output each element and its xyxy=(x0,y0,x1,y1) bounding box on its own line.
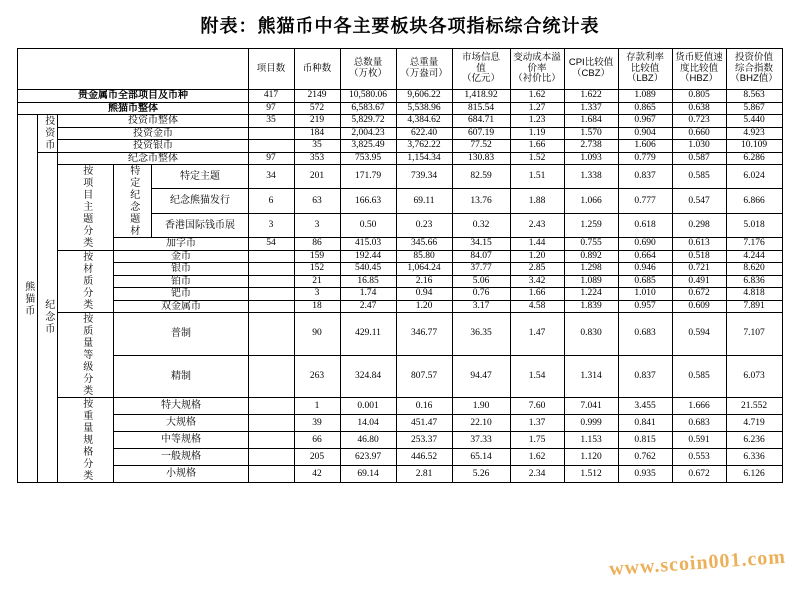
cell-total-weight: 253.37 xyxy=(396,432,452,449)
group-label-by-material: 按材质分类 xyxy=(58,250,114,313)
row-label: 金币 xyxy=(114,250,248,263)
cell-variable-cost-premium: 1.75 xyxy=(510,432,564,449)
cell-variable-cost-premium: 2.85 xyxy=(510,263,564,276)
cell-variable-cost-premium: 1.37 xyxy=(510,415,564,432)
col-header-item-count: 项目数 xyxy=(248,49,294,90)
row-label: 纪念熊猫发行 xyxy=(152,189,248,213)
cell-variable-cost-premium: 1.23 xyxy=(510,115,564,128)
cell-deposit-rate-comparison: 0.618 xyxy=(618,213,672,237)
cell-currency-depreciation: 0.587 xyxy=(672,152,726,165)
cell-total-weight: 85.80 xyxy=(396,250,452,263)
cell-investment-index: 7.176 xyxy=(726,238,782,251)
cell-currency-depreciation: 0.638 xyxy=(672,102,726,115)
col-header-coin-type-count: 币种数 xyxy=(294,49,340,90)
cell-total-quantity: 324.84 xyxy=(340,355,396,398)
cell-variable-cost-premium: 1.66 xyxy=(510,288,564,301)
cell-cpi-comparison: 1.259 xyxy=(564,213,618,237)
cell-market-info-value: 3.17 xyxy=(452,300,510,313)
cell-variable-cost-premium: 1.51 xyxy=(510,165,564,189)
cell-deposit-rate-comparison: 0.967 xyxy=(618,115,672,128)
cell-total-weight: 5,538.96 xyxy=(396,102,452,115)
cell-investment-index: 6.836 xyxy=(726,275,782,288)
table-row xyxy=(18,313,782,356)
col-header-investment-value-index: 投资价值 综合指数 （BHZ值） xyxy=(726,49,782,90)
row-label: 加字币 xyxy=(114,238,248,251)
row-label: 贵金属币全部项目及币种 xyxy=(18,90,248,103)
cell-market-info-value: 82.59 xyxy=(452,165,510,189)
cell-item-count xyxy=(248,140,294,153)
cell-variable-cost-premium: 1.44 xyxy=(510,238,564,251)
cell-variable-cost-premium: 2.34 xyxy=(510,466,564,483)
cell-market-info-value: 684.71 xyxy=(452,115,510,128)
table-row xyxy=(18,165,782,189)
table-row xyxy=(18,398,782,415)
cell-total-weight: 0.23 xyxy=(396,213,452,237)
table-row xyxy=(18,466,782,483)
cell-cpi-comparison: 2.738 xyxy=(564,140,618,153)
cell-total-weight: 1,064.24 xyxy=(396,263,452,276)
cell-total-weight: 739.34 xyxy=(396,165,452,189)
table-row xyxy=(18,250,782,263)
cell-investment-index: 5.867 xyxy=(726,102,782,115)
cell-item-count: 97 xyxy=(248,102,294,115)
group-label-commemorative-coin: 纪念币 xyxy=(38,152,58,483)
col-header-deposit-rate-comparison: 存款利率 比较值 （LBZ） xyxy=(618,49,672,90)
cell-total-weight: 346.77 xyxy=(396,313,452,356)
cell-total-weight: 4,384.62 xyxy=(396,115,452,128)
cell-total-quantity: 415.03 xyxy=(340,238,396,251)
cell-investment-index: 4.719 xyxy=(726,415,782,432)
cell-variable-cost-premium: 1.66 xyxy=(510,140,564,153)
table-row xyxy=(18,90,782,103)
cell-total-quantity: 0.001 xyxy=(340,398,396,415)
cell-item-count: 97 xyxy=(248,152,294,165)
cell-total-weight: 1,154.34 xyxy=(396,152,452,165)
cell-currency-depreciation: 0.683 xyxy=(672,415,726,432)
cell-total-quantity: 2.47 xyxy=(340,300,396,313)
cell-total-quantity: 5,829.72 xyxy=(340,115,396,128)
cell-currency-depreciation: 0.585 xyxy=(672,165,726,189)
cell-variable-cost-premium: 1.54 xyxy=(510,355,564,398)
cell-deposit-rate-comparison: 0.946 xyxy=(618,263,672,276)
cell-currency-depreciation: 0.672 xyxy=(672,466,726,483)
cell-coin-type-count: 184 xyxy=(294,127,340,140)
cell-coin-type-count: 39 xyxy=(294,415,340,432)
cell-item-count xyxy=(248,300,294,313)
cell-market-info-value: 84.07 xyxy=(452,250,510,263)
cell-deposit-rate-comparison: 0.935 xyxy=(618,466,672,483)
cell-deposit-rate-comparison: 0.685 xyxy=(618,275,672,288)
cell-investment-index: 5.440 xyxy=(726,115,782,128)
cell-cpi-comparison: 1.224 xyxy=(564,288,618,301)
cell-investment-index: 6.126 xyxy=(726,466,782,483)
cell-deposit-rate-comparison: 1.606 xyxy=(618,140,672,153)
cell-investment-index: 7.891 xyxy=(726,300,782,313)
cell-investment-index: 10.109 xyxy=(726,140,782,153)
cell-item-count xyxy=(248,313,294,356)
table-row xyxy=(18,449,782,466)
cell-item-count xyxy=(248,263,294,276)
row-label: 铂币 xyxy=(114,275,248,288)
cell-item-count xyxy=(248,250,294,263)
cell-cpi-comparison: 1.684 xyxy=(564,115,618,128)
col-header-variable-cost-premium: 变动成本溢 价率 （衬价比） xyxy=(510,49,564,90)
table-row xyxy=(18,415,782,432)
row-label: 投资金币 xyxy=(58,127,248,140)
cell-total-quantity: 429.11 xyxy=(340,313,396,356)
cell-currency-depreciation: 0.553 xyxy=(672,449,726,466)
cell-variable-cost-premium: 7.60 xyxy=(510,398,564,415)
col-header-total-weight: 总重量 （万盎司） xyxy=(396,49,452,90)
cell-total-weight: 3,762.22 xyxy=(396,140,452,153)
cell-variable-cost-premium: 1.19 xyxy=(510,127,564,140)
cell-deposit-rate-comparison: 0.904 xyxy=(618,127,672,140)
cell-total-weight: 807.57 xyxy=(396,355,452,398)
table-row xyxy=(18,127,782,140)
cell-deposit-rate-comparison: 0.690 xyxy=(618,238,672,251)
cell-total-weight: 446.52 xyxy=(396,449,452,466)
group-label-by-quality: 按质量等级分类 xyxy=(58,313,114,398)
cell-market-info-value: 5.06 xyxy=(452,275,510,288)
cell-market-info-value: 94.47 xyxy=(452,355,510,398)
cell-variable-cost-premium: 2.43 xyxy=(510,213,564,237)
cell-cpi-comparison: 1.089 xyxy=(564,275,618,288)
cell-total-quantity: 0.50 xyxy=(340,213,396,237)
cell-investment-index: 6.286 xyxy=(726,152,782,165)
cell-coin-type-count: 572 xyxy=(294,102,340,115)
row-label: 银币 xyxy=(114,263,248,276)
cell-total-quantity: 166.63 xyxy=(340,189,396,213)
table-row xyxy=(18,300,782,313)
cell-investment-index: 8.563 xyxy=(726,90,782,103)
cell-deposit-rate-comparison: 0.957 xyxy=(618,300,672,313)
cell-currency-depreciation: 0.518 xyxy=(672,250,726,263)
cell-deposit-rate-comparison: 0.664 xyxy=(618,250,672,263)
cell-variable-cost-premium: 1.20 xyxy=(510,250,564,263)
cell-item-count: 54 xyxy=(248,238,294,251)
cell-market-info-value: 34.15 xyxy=(452,238,510,251)
cell-coin-type-count: 90 xyxy=(294,313,340,356)
cell-market-info-value: 5.26 xyxy=(452,466,510,483)
col-header-total-quantity: 总数量 （万枚） xyxy=(340,49,396,90)
statistics-table xyxy=(17,48,782,483)
cell-cpi-comparison: 0.892 xyxy=(564,250,618,263)
cell-market-info-value: 0.76 xyxy=(452,288,510,301)
cell-deposit-rate-comparison: 0.837 xyxy=(618,355,672,398)
cell-item-count xyxy=(248,449,294,466)
cell-total-quantity: 623.97 xyxy=(340,449,396,466)
cell-deposit-rate-comparison: 0.777 xyxy=(618,189,672,213)
cell-total-quantity: 14.04 xyxy=(340,415,396,432)
cell-market-info-value: 22.10 xyxy=(452,415,510,432)
cell-market-info-value: 37.33 xyxy=(452,432,510,449)
cell-deposit-rate-comparison: 0.683 xyxy=(618,313,672,356)
table-row xyxy=(18,152,782,165)
cell-currency-depreciation: 0.723 xyxy=(672,115,726,128)
watermark: www.scoin001.com xyxy=(608,545,787,581)
cell-total-weight: 2.81 xyxy=(396,466,452,483)
cell-coin-type-count: 159 xyxy=(294,250,340,263)
cell-total-quantity: 540.45 xyxy=(340,263,396,276)
cell-total-quantity: 69.14 xyxy=(340,466,396,483)
cell-cpi-comparison: 1.153 xyxy=(564,432,618,449)
row-label: 中等规格 xyxy=(114,432,248,449)
cell-total-quantity: 3,825.49 xyxy=(340,140,396,153)
cell-currency-depreciation: 1.666 xyxy=(672,398,726,415)
cell-currency-depreciation: 0.298 xyxy=(672,213,726,237)
table-row xyxy=(18,238,782,251)
cell-deposit-rate-comparison: 1.089 xyxy=(618,90,672,103)
row-label: 精制 xyxy=(114,355,248,398)
cell-cpi-comparison: 1.338 xyxy=(564,165,618,189)
cell-market-info-value: 36.35 xyxy=(452,313,510,356)
cell-total-weight: 0.16 xyxy=(396,398,452,415)
cell-cpi-comparison: 1.512 xyxy=(564,466,618,483)
cell-coin-type-count: 18 xyxy=(294,300,340,313)
cell-investment-index: 5.018 xyxy=(726,213,782,237)
cell-total-weight: 69.11 xyxy=(396,189,452,213)
cell-currency-depreciation: 0.805 xyxy=(672,90,726,103)
cell-deposit-rate-comparison: 0.841 xyxy=(618,415,672,432)
row-label: 特大规格 xyxy=(114,398,248,415)
cell-total-weight: 451.47 xyxy=(396,415,452,432)
row-label: 小规格 xyxy=(114,466,248,483)
header-corner xyxy=(18,49,248,90)
cell-deposit-rate-comparison: 0.762 xyxy=(618,449,672,466)
cell-coin-type-count: 21 xyxy=(294,275,340,288)
cell-cpi-comparison: 7.041 xyxy=(564,398,618,415)
cell-coin-type-count: 152 xyxy=(294,263,340,276)
cell-currency-depreciation: 0.594 xyxy=(672,313,726,356)
col-header-currency-depreciation-comparison: 货币贬值速 度比较值 （HBZ） xyxy=(672,49,726,90)
row-label: 特定主题 xyxy=(152,165,248,189)
cell-item-count xyxy=(248,466,294,483)
cell-coin-type-count: 205 xyxy=(294,449,340,466)
row-label: 普制 xyxy=(114,313,248,356)
cell-currency-depreciation: 0.585 xyxy=(672,355,726,398)
cell-currency-depreciation: 0.547 xyxy=(672,189,726,213)
cell-total-quantity: 192.44 xyxy=(340,250,396,263)
cell-currency-depreciation: 0.591 xyxy=(672,432,726,449)
cell-total-quantity: 10,580.06 xyxy=(340,90,396,103)
group-label-investment-coin: 投资币 xyxy=(38,115,58,153)
cell-investment-index: 6.336 xyxy=(726,449,782,466)
row-label: 大规格 xyxy=(114,415,248,432)
cell-deposit-rate-comparison: 0.779 xyxy=(618,152,672,165)
cell-total-quantity: 753.95 xyxy=(340,152,396,165)
cell-cpi-comparison: 1.839 xyxy=(564,300,618,313)
cell-investment-index: 7.107 xyxy=(726,313,782,356)
cell-cpi-comparison: 1.066 xyxy=(564,189,618,213)
table-header-row xyxy=(18,49,782,90)
cell-coin-type-count: 2149 xyxy=(294,90,340,103)
cell-currency-depreciation: 1.030 xyxy=(672,140,726,153)
cell-variable-cost-premium: 1.27 xyxy=(510,102,564,115)
cell-total-quantity: 46.80 xyxy=(340,432,396,449)
cell-item-count xyxy=(248,127,294,140)
cell-market-info-value: 815.54 xyxy=(452,102,510,115)
cell-total-weight: 622.40 xyxy=(396,127,452,140)
cell-cpi-comparison: 0.755 xyxy=(564,238,618,251)
group-label-by-topic: 按项目主题分类 xyxy=(58,165,114,251)
group-label-panda-coin: 熊猫币 xyxy=(18,115,38,483)
cell-coin-type-count: 63 xyxy=(294,189,340,213)
cell-currency-depreciation: 0.660 xyxy=(672,127,726,140)
cell-coin-type-count: 86 xyxy=(294,238,340,251)
group-label-special-topic: 特定纪念题材 xyxy=(114,165,152,238)
cell-cpi-comparison: 1.093 xyxy=(564,152,618,165)
row-label: 香港国际钱币展 xyxy=(152,213,248,237)
cell-market-info-value: 13.76 xyxy=(452,189,510,213)
cell-cpi-comparison: 1.298 xyxy=(564,263,618,276)
cell-coin-type-count: 353 xyxy=(294,152,340,165)
cell-investment-index: 4.244 xyxy=(726,250,782,263)
row-label: 一般规格 xyxy=(114,449,248,466)
cell-item-count: 417 xyxy=(248,90,294,103)
cell-variable-cost-premium: 4.58 xyxy=(510,300,564,313)
cell-coin-type-count: 201 xyxy=(294,165,340,189)
cell-currency-depreciation: 0.721 xyxy=(672,263,726,276)
cell-coin-type-count: 42 xyxy=(294,466,340,483)
cell-coin-type-count: 3 xyxy=(294,213,340,237)
cell-total-weight: 2.16 xyxy=(396,275,452,288)
cell-cpi-comparison: 1.120 xyxy=(564,449,618,466)
cell-item-count: 35 xyxy=(248,115,294,128)
cell-item-count xyxy=(248,355,294,398)
cell-total-quantity: 16.85 xyxy=(340,275,396,288)
cell-cpi-comparison: 1.570 xyxy=(564,127,618,140)
cell-cpi-comparison: 0.999 xyxy=(564,415,618,432)
page-title: 附表：熊猫币中各主要板块各项指标综合统计表 xyxy=(200,16,600,36)
cell-investment-index: 6.236 xyxy=(726,432,782,449)
cell-investment-index: 4.818 xyxy=(726,288,782,301)
cell-total-quantity: 6,583.67 xyxy=(340,102,396,115)
cell-cpi-comparison: 1.314 xyxy=(564,355,618,398)
table-row xyxy=(18,355,782,398)
cell-total-weight: 9,606.22 xyxy=(396,90,452,103)
row-label: 钯币 xyxy=(114,288,248,301)
table-row xyxy=(18,140,782,153)
row-label: 熊猫币整体 xyxy=(18,102,248,115)
cell-market-info-value: 1,418.92 xyxy=(452,90,510,103)
cell-item-count xyxy=(248,432,294,449)
cell-variable-cost-premium: 1.62 xyxy=(510,449,564,466)
cell-variable-cost-premium: 1.62 xyxy=(510,90,564,103)
cell-variable-cost-premium: 1.52 xyxy=(510,152,564,165)
cell-total-weight: 1.20 xyxy=(396,300,452,313)
cell-investment-index: 6.866 xyxy=(726,189,782,213)
cell-cpi-comparison: 1.337 xyxy=(564,102,618,115)
table-row xyxy=(18,275,782,288)
cell-total-weight: 0.94 xyxy=(396,288,452,301)
cell-total-quantity: 1.74 xyxy=(340,288,396,301)
cell-currency-depreciation: 0.672 xyxy=(672,288,726,301)
cell-currency-depreciation: 0.613 xyxy=(672,238,726,251)
row-label: 投资币整体 xyxy=(58,115,248,128)
group-label-by-weight: 按重量规格分类 xyxy=(58,398,114,483)
cell-total-weight: 345.66 xyxy=(396,238,452,251)
cell-cpi-comparison: 0.830 xyxy=(564,313,618,356)
cell-total-quantity: 171.79 xyxy=(340,165,396,189)
cell-market-info-value: 1.90 xyxy=(452,398,510,415)
row-label: 纪念币整体 xyxy=(58,152,248,165)
cell-coin-type-count: 1 xyxy=(294,398,340,415)
cell-item-count xyxy=(248,415,294,432)
cell-cpi-comparison: 1.622 xyxy=(564,90,618,103)
cell-coin-type-count: 66 xyxy=(294,432,340,449)
cell-currency-depreciation: 0.609 xyxy=(672,300,726,313)
cell-investment-index: 6.073 xyxy=(726,355,782,398)
cell-coin-type-count: 219 xyxy=(294,115,340,128)
cell-market-info-value: 130.83 xyxy=(452,152,510,165)
cell-total-quantity: 2,004.23 xyxy=(340,127,396,140)
cell-deposit-rate-comparison: 0.815 xyxy=(618,432,672,449)
table-row xyxy=(18,263,782,276)
cell-market-info-value: 607.19 xyxy=(452,127,510,140)
cell-investment-index: 21.552 xyxy=(726,398,782,415)
cell-deposit-rate-comparison: 3.455 xyxy=(618,398,672,415)
cell-coin-type-count: 35 xyxy=(294,140,340,153)
cell-coin-type-count: 3 xyxy=(294,288,340,301)
col-header-market-info-value: 市场信息 值 （亿元） xyxy=(452,49,510,90)
cell-variable-cost-premium: 1.47 xyxy=(510,313,564,356)
table-row xyxy=(18,288,782,301)
table-row xyxy=(18,102,782,115)
cell-item-count xyxy=(248,288,294,301)
cell-item-count xyxy=(248,275,294,288)
cell-market-info-value: 77.52 xyxy=(452,140,510,153)
cell-currency-depreciation: 0.491 xyxy=(672,275,726,288)
row-label: 双金属币 xyxy=(114,300,248,313)
cell-market-info-value: 0.32 xyxy=(452,213,510,237)
cell-item-count: 6 xyxy=(248,189,294,213)
cell-deposit-rate-comparison: 0.865 xyxy=(618,102,672,115)
cell-deposit-rate-comparison: 1.010 xyxy=(618,288,672,301)
cell-deposit-rate-comparison: 0.837 xyxy=(618,165,672,189)
cell-variable-cost-premium: 1.88 xyxy=(510,189,564,213)
col-header-cpi-comparison: CPI比较值 （CBZ） xyxy=(564,49,618,90)
row-label: 投资银币 xyxy=(58,140,248,153)
cell-item-count: 34 xyxy=(248,165,294,189)
cell-coin-type-count: 263 xyxy=(294,355,340,398)
cell-investment-index: 6.024 xyxy=(726,165,782,189)
cell-variable-cost-premium: 3.42 xyxy=(510,275,564,288)
cell-investment-index: 8.620 xyxy=(726,263,782,276)
cell-item-count xyxy=(248,398,294,415)
table-row xyxy=(18,115,782,128)
cell-item-count: 3 xyxy=(248,213,294,237)
table-row xyxy=(18,432,782,449)
cell-market-info-value: 37.77 xyxy=(452,263,510,276)
cell-investment-index: 4.923 xyxy=(726,127,782,140)
cell-market-info-value: 65.14 xyxy=(452,449,510,466)
